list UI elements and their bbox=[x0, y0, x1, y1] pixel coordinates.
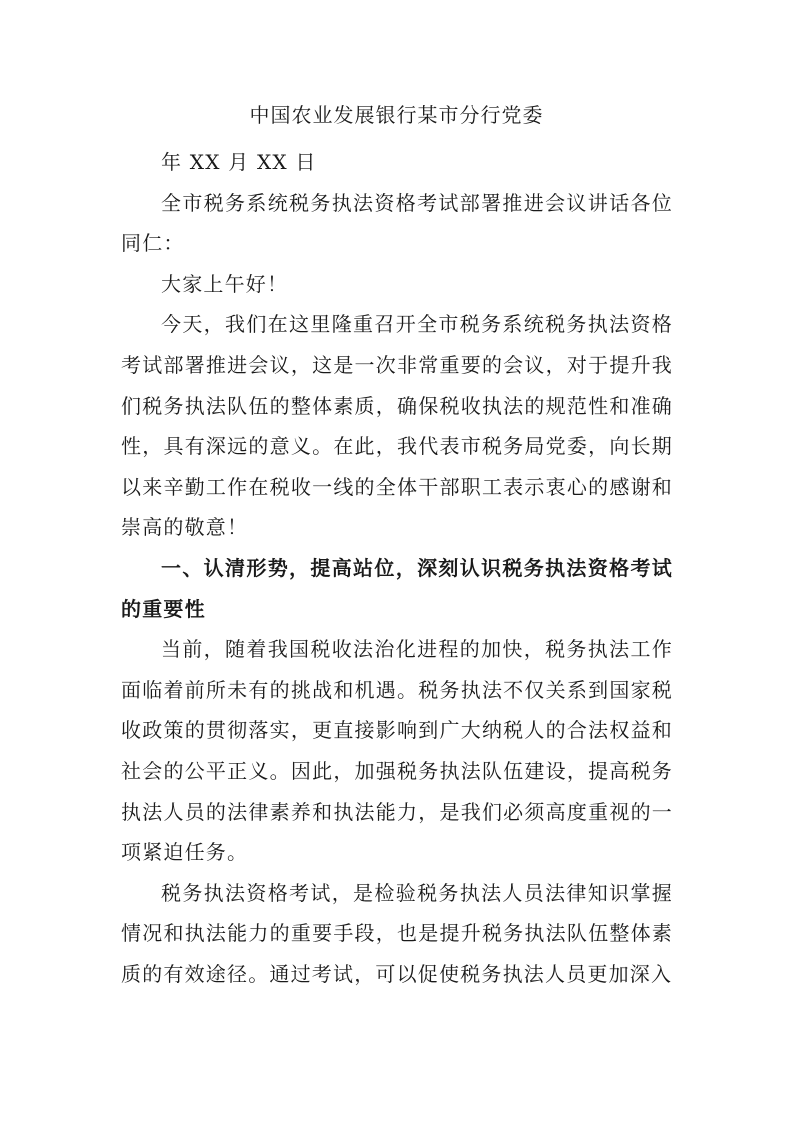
greeting-paragraph: 大家上午好！ bbox=[161, 271, 289, 296]
body-paragraph: 当前，随着我国税收法治化进程的加快，税务执法工作面临着前所未有的挑战和机遇。税务执法不仅关系到国家税收政策的贯彻落实，更直接影响到广大纳税人的合法权益和社会的公平正义。因此，加强税务执法队伍建设，提高税务执法人员的法律素养和执法能力，是我们必须高度重视的一项紧迫任务。 bbox=[121, 637, 673, 865]
body-paragraph: 税务执法资格考试，是检验税务执法人员法律知识掌握情况和执法能力的重要手段，也是提升税务执法队伍整体素质的有效途径。通过考试，可以促使税务执法人员更加深入 bbox=[121, 880, 673, 986]
document-body bbox=[121, 142, 673, 994]
section-heading: 一、认清形势，提高站位，深刻认识税务执法资格考试的重要性 bbox=[121, 555, 673, 621]
speech-title-paragraph: 全市税务系统税务执法资格考试部署推进会议讲话各位同仁： bbox=[121, 190, 673, 256]
opening-paragraph: 今天，我们在这里隆重召开全市税务系统税务执法资格考试部署推进会议，这是一次非常重要的会议，对于提升我们税务执法队伍的整体素质，确保税收执法的规范性和准确性，具有深远的意义。在此，我代表市税务局党委，向长期以来辛勤工作在税收一线的全体干部职工表示衷心的感谢和崇高的敬意！ bbox=[121, 312, 673, 540]
document-title: 中国农业发展银行某市分行党委 bbox=[249, 103, 544, 127]
date-line: 年 XX 月 XX 日 bbox=[161, 150, 317, 174]
